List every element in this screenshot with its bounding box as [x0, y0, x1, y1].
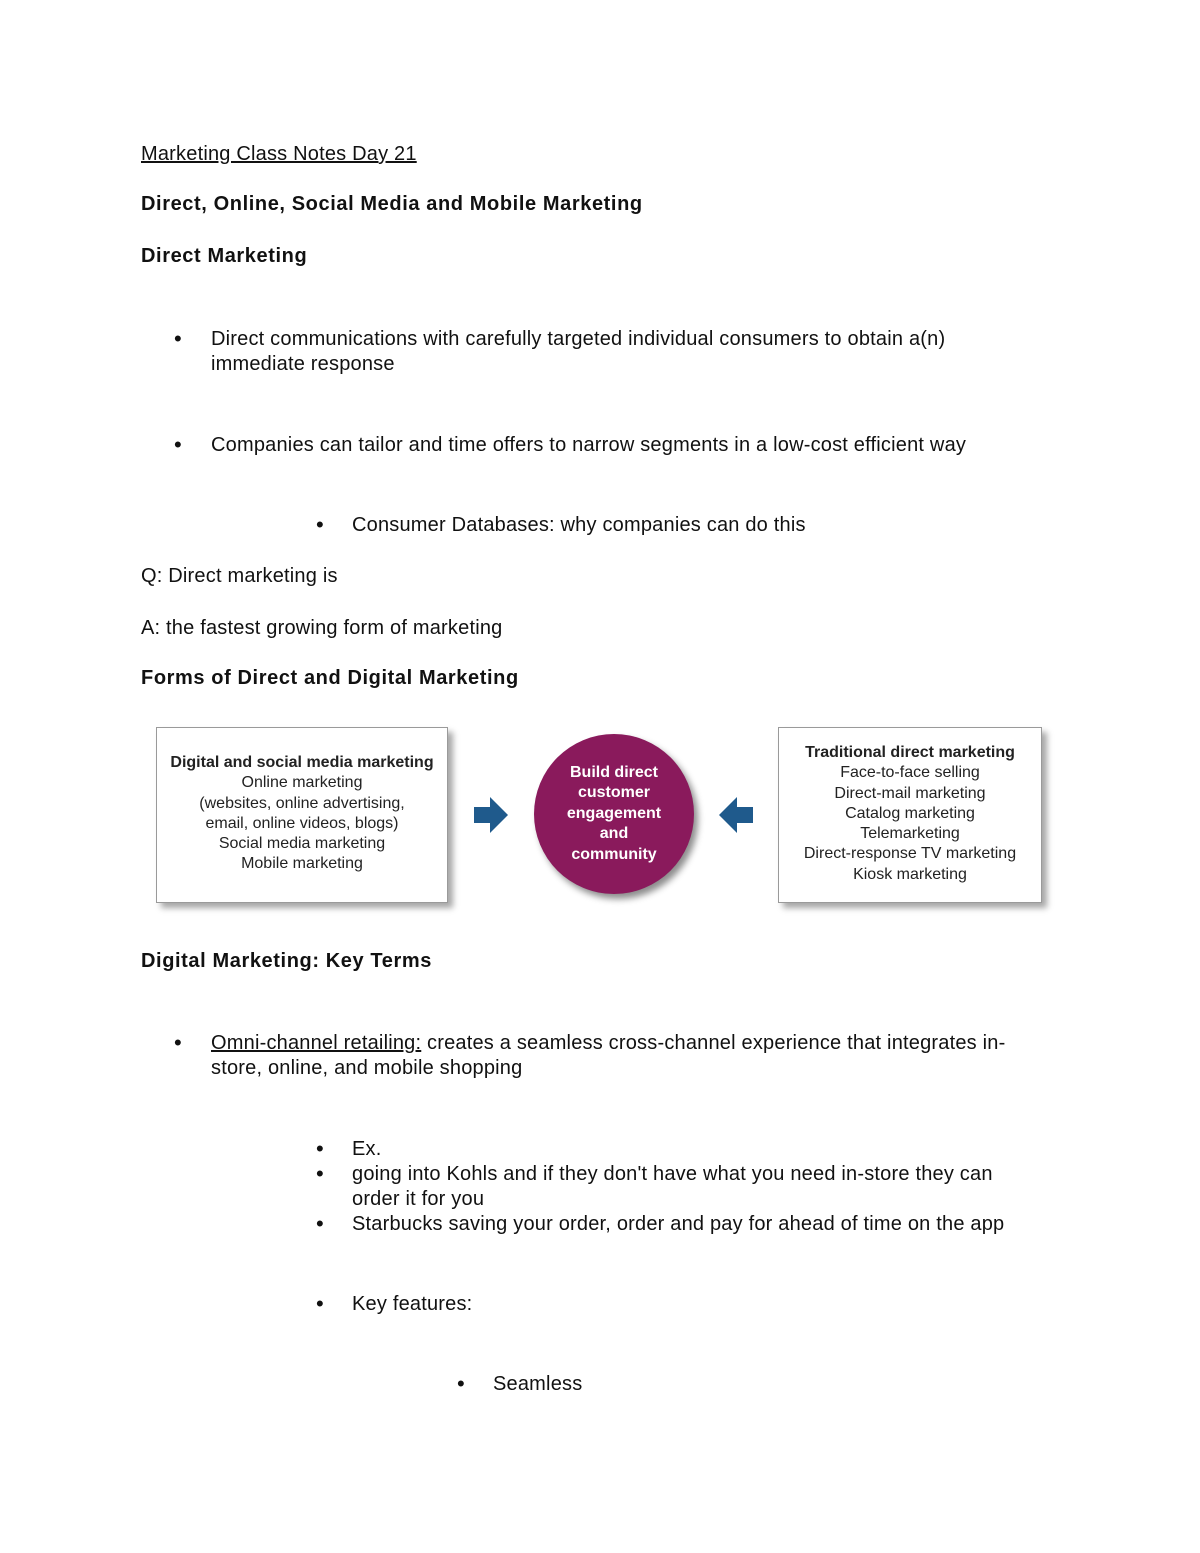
list-item: Direct communications with carefully targeted individual consumers to obtain a(n)	[211, 328, 946, 350]
omni-channel-definition: creates a seamless cross-channel experience that integrates in-	[421, 1032, 1006, 1054]
list-item-continued: immediate response	[211, 353, 395, 375]
circle-line: community	[571, 845, 657, 863]
list-item: Consumer Databases: why companies can do this	[352, 514, 806, 536]
build-engagement-circle	[534, 734, 694, 894]
document-title: Marketing Class Notes Day 21	[141, 143, 417, 165]
list-item	[211, 1030, 1005, 1056]
arrow-left-icon	[717, 795, 757, 835]
circle-line: and	[599, 825, 629, 843]
traditional-line: Direct-response TV marketing	[803, 845, 1017, 863]
list-item-continued: order it for you	[352, 1188, 485, 1210]
bullet-dot: •	[316, 1136, 324, 1161]
list-item-continued: store, online, and mobile shopping	[211, 1057, 523, 1079]
heading-key-terms: Digital Marketing: Key Terms	[141, 950, 432, 972]
traditional-line: Kiosk marketing	[853, 865, 967, 883]
digital-line: (websites, online advertising,	[199, 794, 405, 812]
traditional-line: Face-to-face selling	[840, 764, 980, 782]
circle-line: engagement	[566, 804, 662, 822]
heading-forms-of-marketing: Forms of Direct and Digital Marketing	[141, 667, 519, 689]
bullet-dot: •	[316, 1291, 324, 1316]
list-item: Companies can tailor and time offers to narrow segments in a low-cost efficient way	[211, 434, 967, 456]
heading-direct-marketing: Direct Marketing	[141, 245, 308, 267]
question-text: Q: Direct marketing is	[141, 565, 338, 587]
circle-line: customer	[577, 784, 651, 802]
traditional-line: Catalog marketing	[845, 804, 975, 822]
traditional-direct-box	[778, 727, 1042, 903]
traditional-line: Direct-mail marketing	[834, 784, 986, 802]
heading-direct-online-social-mobile: Direct, Online, Social Media and Mobile Marketing	[141, 193, 643, 215]
digital-line: Social media marketing	[218, 835, 386, 853]
list-item: Ex.	[352, 1138, 382, 1160]
bullet-dot: •	[316, 512, 324, 537]
bullet-dot: •	[174, 1030, 182, 1055]
list-item: Starbucks saving your order, order and pay for ahead of time on the app	[352, 1213, 1005, 1235]
bullet-dot: •	[316, 1161, 324, 1186]
bullet-dot: •	[316, 1211, 324, 1236]
traditional-title: Traditional direct marketing	[805, 744, 1015, 761]
list-item: Key features:	[352, 1293, 473, 1315]
arrow-right-icon	[470, 795, 510, 835]
digital-line: Mobile marketing	[241, 855, 363, 873]
list-item: going into Kohls and if they don't have what you need in-store they can	[352, 1163, 993, 1185]
digital-social-box	[156, 727, 448, 903]
bullet-dot: •	[457, 1371, 465, 1396]
answer-text: A: the fastest growing form of marketing	[141, 617, 503, 639]
bullet-dot: •	[174, 326, 182, 351]
list-item: Seamless	[493, 1373, 583, 1395]
digital-line: email, online videos, blogs)	[205, 814, 399, 832]
digital-social-title: Digital and social media marketing	[170, 754, 434, 771]
digital-line: Online marketing	[241, 774, 363, 792]
traditional-line: Telemarketing	[860, 825, 960, 843]
bullet-dot: •	[174, 432, 182, 457]
omni-channel-term: Omni-channel retailing:	[211, 1032, 422, 1054]
circle-line: Build direct	[569, 763, 658, 781]
